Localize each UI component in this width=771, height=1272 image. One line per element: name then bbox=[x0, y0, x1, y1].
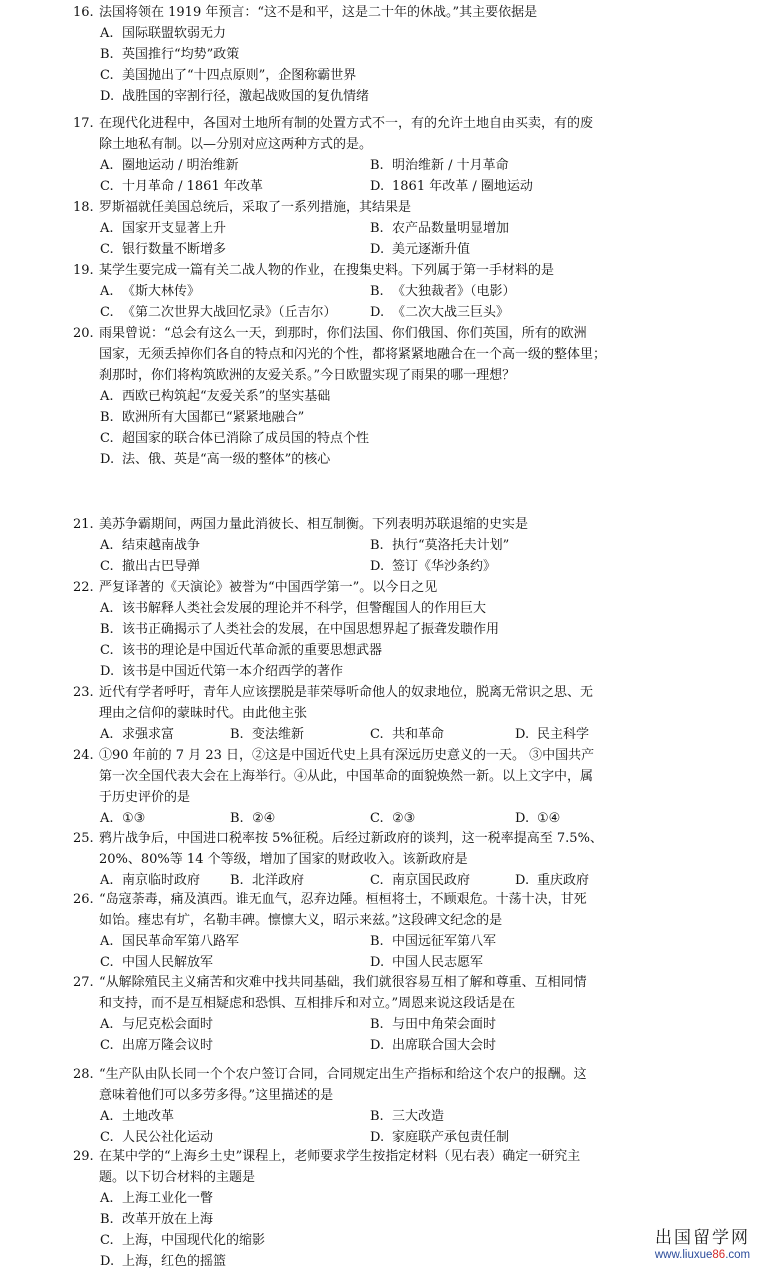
option-text: 求强求富 bbox=[122, 727, 175, 742]
answer-option-c[interactable] bbox=[370, 870, 470, 891]
option-label: B. bbox=[370, 934, 384, 949]
question-stem-line bbox=[73, 344, 673, 365]
option-label: A. bbox=[100, 221, 114, 236]
option-label: D. bbox=[370, 179, 385, 194]
question-stem-line bbox=[73, 2, 673, 23]
option-text: 中国人民解放军 bbox=[122, 955, 214, 970]
options-row bbox=[73, 386, 673, 407]
answer-option-a[interactable] bbox=[100, 870, 200, 891]
option-text: 重庆政府 bbox=[537, 873, 590, 888]
option-label: D. bbox=[370, 1038, 385, 1053]
option-text: 民主科学 bbox=[537, 727, 590, 742]
options-row bbox=[73, 931, 673, 952]
option-text: ②④ bbox=[252, 811, 276, 826]
option-label: D. bbox=[515, 811, 530, 826]
question-stem-line bbox=[73, 113, 673, 134]
question-17 bbox=[73, 113, 673, 197]
option-label: A. bbox=[100, 26, 114, 41]
question-stem-line bbox=[73, 889, 673, 910]
question-stem-line bbox=[73, 745, 673, 766]
question-number: 20. bbox=[73, 326, 94, 341]
question-number: 22. bbox=[73, 580, 94, 595]
option-text: 三大改造 bbox=[392, 1109, 445, 1124]
option-text: 银行数量不断增多 bbox=[122, 242, 227, 257]
answer-option-b[interactable] bbox=[100, 407, 304, 428]
option-text: 农产品数量明显增加 bbox=[392, 221, 510, 236]
answer-option-c[interactable] bbox=[370, 808, 415, 829]
option-text: 北洋政府 bbox=[252, 873, 305, 888]
options-row bbox=[73, 218, 673, 239]
option-text: 该书解释人类社会发展的理论并不科学，但警醒国人的作用巨大 bbox=[122, 601, 487, 616]
question-stem-line bbox=[73, 1146, 673, 1167]
question-stem-text: “从解除殖民主义痛苦和灾难中找共同基础，我们就很容易互相了解和尊重、互相同情 bbox=[99, 975, 587, 990]
option-text: 《斯大林传》 bbox=[122, 284, 201, 299]
option-text: 法、俄、英是“高一级的整体”的核心 bbox=[122, 452, 331, 467]
watermark-url-prefix: www.liuxue bbox=[654, 1249, 713, 1261]
option-text: 上海工业化一瞥 bbox=[122, 1191, 214, 1206]
question-number: 16. bbox=[73, 5, 94, 20]
watermark-url-number: 86 bbox=[712, 1249, 726, 1261]
answer-option-c[interactable] bbox=[100, 556, 200, 577]
option-text: 圈地运动 / 明治维新 bbox=[122, 158, 239, 173]
option-label: C. bbox=[100, 68, 114, 83]
answer-option-a[interactable] bbox=[100, 535, 200, 556]
options-row bbox=[73, 952, 673, 973]
option-label: B. bbox=[230, 873, 244, 888]
answer-option-b[interactable] bbox=[230, 724, 304, 745]
option-label: B. bbox=[370, 538, 384, 553]
answer-option-b[interactable] bbox=[370, 535, 509, 556]
options-row bbox=[73, 176, 673, 197]
option-text: 美元逐渐升值 bbox=[392, 242, 471, 257]
question-stem-text: “岛寇荼毒，痛及滇西。谁无血气，忍弃边陲。桓桓将士，不顾艰危。十荡十决，甘死 bbox=[99, 892, 587, 907]
question-stem-text: 题。以下切合材料的主题是 bbox=[99, 1170, 256, 1185]
option-text: 明治维新 / 十月革命 bbox=[392, 158, 509, 173]
option-text: 该书正确揭示了人类社会的发展，在中国思想界起了振聋发聩作用 bbox=[122, 622, 500, 637]
option-label: A. bbox=[100, 538, 114, 553]
option-text: 出席联合国大会时 bbox=[392, 1038, 497, 1053]
question-number: 21. bbox=[73, 517, 94, 532]
answer-option-d[interactable] bbox=[370, 1035, 496, 1056]
answer-option-a[interactable] bbox=[100, 155, 239, 176]
option-label: D. bbox=[370, 242, 385, 257]
option-label: C. bbox=[370, 727, 384, 742]
option-text: 结束越南战争 bbox=[122, 538, 201, 553]
option-text: 中国人民志愿军 bbox=[392, 955, 484, 970]
answer-option-d[interactable] bbox=[100, 449, 330, 470]
option-label: D. bbox=[100, 89, 115, 104]
question-stem-text: 意味着他们可以多劳多得。”这里描述的是 bbox=[99, 1088, 334, 1103]
answer-option-b[interactable] bbox=[230, 808, 275, 829]
question-25 bbox=[73, 828, 673, 891]
options-row bbox=[73, 870, 673, 891]
answer-option-d[interactable] bbox=[515, 870, 589, 891]
option-label: C. bbox=[100, 305, 114, 320]
question-stem-text: 在某中学的“上海乡土史”课程上，老师要求学生按指定材料（见右表）确定一研究主 bbox=[99, 1149, 581, 1164]
option-label: B. bbox=[100, 622, 114, 637]
option-text: 土地改革 bbox=[122, 1109, 175, 1124]
option-text: 欧洲所有大国都已“紧紧地融合” bbox=[122, 410, 305, 425]
option-label: D. bbox=[515, 727, 530, 742]
option-label: A. bbox=[100, 873, 114, 888]
options-row bbox=[73, 1209, 673, 1230]
option-label: C. bbox=[100, 643, 114, 658]
option-text: ①③ bbox=[122, 811, 146, 826]
answer-option-c[interactable] bbox=[100, 239, 226, 260]
question-18 bbox=[73, 197, 673, 260]
answer-option-c[interactable] bbox=[100, 1230, 265, 1251]
answer-option-c[interactable] bbox=[370, 724, 444, 745]
option-text: ①④ bbox=[537, 811, 561, 826]
answer-option-d[interactable] bbox=[370, 302, 509, 323]
option-label: A. bbox=[100, 811, 114, 826]
answer-option-b[interactable] bbox=[370, 281, 516, 302]
answer-option-b[interactable] bbox=[370, 1106, 444, 1127]
question-stem-line bbox=[73, 577, 673, 598]
answer-option-a[interactable] bbox=[100, 1188, 213, 1209]
question-stem-line bbox=[73, 682, 673, 703]
options-row bbox=[73, 449, 673, 470]
watermark-url bbox=[640, 1248, 765, 1262]
site-watermark bbox=[640, 1228, 765, 1262]
option-label: A. bbox=[100, 1017, 114, 1032]
options-row bbox=[73, 535, 673, 556]
option-label: C. bbox=[100, 955, 114, 970]
option-label: C. bbox=[370, 811, 384, 826]
option-label: B. bbox=[100, 47, 114, 62]
question-stem-line bbox=[73, 197, 673, 218]
options-row bbox=[73, 1188, 673, 1209]
question-stem-text: 国家，无须丢掉你们各自的特点和闪光的个性，都将紧紧地融合在一个高一级的整体里； bbox=[99, 347, 607, 362]
options-row bbox=[73, 1230, 673, 1251]
options-row bbox=[73, 598, 673, 619]
answer-option-b[interactable] bbox=[370, 931, 496, 952]
question-stem-line bbox=[73, 1167, 673, 1188]
question-number: 17. bbox=[73, 116, 94, 131]
option-text: 1861 年改革 / 圈地运动 bbox=[392, 179, 533, 194]
answer-option-c[interactable] bbox=[100, 1127, 213, 1148]
question-21 bbox=[73, 514, 673, 577]
answer-option-a[interactable] bbox=[100, 1106, 174, 1127]
question-stem-text: ①90 年前的 7 月 23 日，②这是中国近代史上具有深远历史意义的一天。 ③中国共产 bbox=[99, 748, 595, 763]
answer-option-a[interactable] bbox=[100, 23, 226, 44]
question-stem-text: 某学生要完成一篇有关二战人物的作业，在搜集史料。下列属于第一手材料的是 bbox=[99, 263, 555, 278]
answer-option-b[interactable] bbox=[100, 619, 499, 640]
question-number: 29. bbox=[73, 1149, 94, 1164]
option-label: D. bbox=[100, 1254, 115, 1269]
options-row bbox=[73, 281, 673, 302]
option-label: D. bbox=[370, 955, 385, 970]
option-label: B. bbox=[230, 727, 244, 742]
option-label: D. bbox=[515, 873, 530, 888]
answer-option-a[interactable] bbox=[100, 598, 486, 619]
option-label: B. bbox=[370, 158, 384, 173]
answer-option-d[interactable] bbox=[100, 1251, 226, 1272]
question-stem-text: 罗斯福就任美国总统后，采取了一系列措施，其结果是 bbox=[99, 200, 412, 215]
answer-option-d[interactable] bbox=[370, 556, 496, 577]
option-text: 共和革命 bbox=[392, 727, 445, 742]
options-row bbox=[73, 724, 673, 745]
question-stem-text: “生产队由队长同一个个农户签订合同，合同规定出生产指标和给这个农户的报酬。这 bbox=[99, 1067, 587, 1082]
option-label: B. bbox=[370, 1109, 384, 1124]
option-text: 国民革命军第八路军 bbox=[122, 934, 240, 949]
question-stem-text: 20%、80%等 14 个等级，增加了国家的财政收入。该新政府是 bbox=[99, 852, 468, 867]
question-stem-line bbox=[73, 849, 673, 870]
question-number: 26. bbox=[73, 892, 94, 907]
question-stem-text: 刹那时，你们将构筑欧洲的友爱关系。”今日欧盟实现了雨果的哪一理想？ bbox=[99, 368, 516, 383]
question-stem-line bbox=[73, 260, 673, 281]
answer-option-c[interactable] bbox=[100, 176, 263, 197]
answer-option-d[interactable] bbox=[515, 724, 589, 745]
option-label: B. bbox=[100, 410, 114, 425]
option-label: D. bbox=[370, 1130, 385, 1145]
option-label: D. bbox=[100, 664, 115, 679]
option-text: 超国家的联合体已消除了成员国的特点个性 bbox=[122, 431, 370, 446]
option-label: C. bbox=[100, 242, 114, 257]
question-stem-line bbox=[73, 766, 673, 787]
watermark-url-suffix: .com bbox=[725, 1249, 751, 1261]
option-label: A. bbox=[100, 284, 114, 299]
option-text: 该书是中国近代第一本介绍西学的著作 bbox=[122, 664, 344, 679]
options-row bbox=[73, 239, 673, 260]
options-row bbox=[73, 1251, 673, 1272]
answer-option-c[interactable] bbox=[100, 640, 382, 661]
answer-option-a[interactable] bbox=[100, 218, 226, 239]
answer-option-d[interactable] bbox=[370, 952, 483, 973]
question-number: 24. bbox=[73, 748, 94, 763]
answer-option-a[interactable] bbox=[100, 1014, 213, 1035]
option-label: D. bbox=[100, 452, 115, 467]
option-label: C. bbox=[100, 1038, 114, 1053]
question-stem-line bbox=[73, 828, 673, 849]
option-label: B. bbox=[370, 1017, 384, 1032]
answer-option-b[interactable] bbox=[370, 218, 509, 239]
question-29 bbox=[73, 1146, 673, 1272]
options-row bbox=[73, 808, 673, 829]
question-19 bbox=[73, 260, 673, 323]
options-row bbox=[73, 661, 673, 682]
option-text: 与尼克松会面时 bbox=[122, 1017, 214, 1032]
question-stem-line bbox=[73, 972, 673, 993]
answer-option-c[interactable] bbox=[100, 302, 337, 323]
answer-option-b[interactable] bbox=[100, 1209, 213, 1230]
answer-option-a[interactable] bbox=[100, 724, 174, 745]
option-text: 上海，中国现代化的缩影 bbox=[122, 1233, 266, 1248]
watermark-title: 出国留学网 bbox=[655, 1228, 750, 1248]
option-label: C. bbox=[100, 179, 114, 194]
options-row bbox=[73, 640, 673, 661]
option-text: 西欧已构筑起“友爱关系”的坚实基础 bbox=[122, 389, 331, 404]
option-label: A. bbox=[100, 601, 114, 616]
answer-option-c[interactable] bbox=[100, 952, 213, 973]
question-stem-line bbox=[73, 514, 673, 535]
option-label: A. bbox=[100, 727, 114, 742]
options-row bbox=[73, 407, 673, 428]
option-text: 《大独裁者》（电影） bbox=[392, 284, 516, 299]
question-number: 23. bbox=[73, 685, 94, 700]
answer-option-a[interactable] bbox=[100, 386, 330, 407]
question-stem-text: 在现代化进程中，各国对土地所有制的处置方式不一，有的允许土地自由买卖，有的废 bbox=[99, 116, 594, 131]
option-label: C. bbox=[100, 559, 114, 574]
question-number: 27. bbox=[73, 975, 94, 990]
question-stem-text: 美苏争霸期间，两国力量此消彼长、相互制衡。下列表明苏联退缩的史实是 bbox=[99, 517, 529, 532]
question-stem-text: 近代有学者呼吁，青年人应该摆脱是菲荣辱听命他人的奴隶地位，脱离无常识之思、无 bbox=[99, 685, 594, 700]
options-row bbox=[73, 619, 673, 640]
question-number: 19. bbox=[73, 263, 94, 278]
option-label: C. bbox=[370, 873, 384, 888]
answer-option-d[interactable] bbox=[370, 239, 470, 260]
answer-option-b[interactable] bbox=[370, 155, 509, 176]
answer-option-d[interactable] bbox=[515, 808, 560, 829]
option-label: B. bbox=[370, 221, 384, 236]
answer-option-d[interactable] bbox=[100, 661, 343, 682]
answer-option-c[interactable] bbox=[100, 65, 356, 86]
option-text: 执行“莫洛托夫计划” bbox=[392, 538, 510, 553]
option-label: A. bbox=[100, 934, 114, 949]
options-row bbox=[73, 1127, 673, 1148]
question-stem-text: 严复译著的《天演论》被誉为“中国西学第一”。以今日之见 bbox=[99, 580, 438, 595]
question-stem-text: 如饴。瘗忠有圹，名勒丰碑。懔懔大义，昭示来兹。”这段碑文纪念的是 bbox=[99, 913, 503, 928]
question-16 bbox=[73, 2, 673, 107]
options-row bbox=[73, 1035, 673, 1056]
question-26 bbox=[73, 889, 673, 973]
question-27 bbox=[73, 972, 673, 1056]
question-number: 18. bbox=[73, 200, 94, 215]
option-text: 中国远征军第八军 bbox=[392, 934, 497, 949]
option-text: 该书的理论是中国近代革命派的重要思想武器 bbox=[122, 643, 383, 658]
option-text: 南京国民政府 bbox=[392, 873, 471, 888]
options-row bbox=[73, 86, 673, 107]
option-text: 战胜国的宰割行径，激起战败国的复仇情绪 bbox=[122, 89, 370, 104]
option-text: 美国抛出了“十四点原则”，企图称霸世界 bbox=[122, 68, 357, 83]
option-label: A. bbox=[100, 1109, 114, 1124]
options-row bbox=[73, 65, 673, 86]
question-20 bbox=[73, 323, 673, 470]
question-22 bbox=[73, 577, 673, 682]
options-row bbox=[73, 428, 673, 449]
option-text: 《第二次世界大战回忆录》（丘吉尔） bbox=[122, 305, 337, 320]
option-label: C. bbox=[100, 1233, 114, 1248]
question-stem-text: 于历史评价的是 bbox=[99, 790, 191, 805]
question-stem-line bbox=[73, 1064, 673, 1085]
options-row bbox=[73, 155, 673, 176]
option-text: 人民公社化运动 bbox=[122, 1130, 214, 1145]
option-label: A. bbox=[100, 158, 114, 173]
answer-option-d[interactable] bbox=[370, 1127, 509, 1148]
option-text: 家庭联产承包责任制 bbox=[392, 1130, 510, 1145]
question-28 bbox=[73, 1064, 673, 1148]
question-stem-text: 除土地私有制。以—分别对应这两种方式的是。 bbox=[99, 137, 373, 152]
option-text: 《二次大战三巨头》 bbox=[392, 305, 510, 320]
option-text: 十月革命 / 1861 年改革 bbox=[122, 179, 263, 194]
question-stem-text: 鸦片战争后，中国进口税率按 5%征税。后经过新政府的谈判，这一税率提高至 7.5%、 bbox=[99, 831, 603, 846]
options-row bbox=[73, 1106, 673, 1127]
question-stem-text: 理由之信仰的蒙昧时代。由此他主张 bbox=[99, 706, 308, 721]
options-row bbox=[73, 44, 673, 65]
question-stem-text: 法国将领在 1919 年预言：“这不是和平，这是二十年的休战。”其主要依据是 bbox=[99, 5, 538, 20]
answer-option-a[interactable] bbox=[100, 931, 239, 952]
option-label: D. bbox=[370, 305, 385, 320]
option-label: D. bbox=[370, 559, 385, 574]
question-stem-line bbox=[73, 703, 673, 724]
options-row bbox=[73, 556, 673, 577]
question-stem-text: 雨果曾说：“总会有这么一天，到那时，你们法国、你们俄国、你们英国，所有的欧洲 bbox=[99, 326, 587, 341]
option-label: C. bbox=[100, 431, 114, 446]
option-text: 国际联盟软弱无力 bbox=[122, 26, 227, 41]
question-stem-text: 第一次全国代表大会在上海举行。④从此，中国革命的面貌焕然一新。以上文字中，属 bbox=[99, 769, 594, 784]
option-label: B. bbox=[370, 284, 384, 299]
answer-option-c[interactable] bbox=[100, 1035, 213, 1056]
answer-option-d[interactable] bbox=[370, 176, 533, 197]
option-text: 改革开放在上海 bbox=[122, 1212, 214, 1227]
option-label: B. bbox=[230, 811, 244, 826]
answer-option-b[interactable] bbox=[370, 1014, 496, 1035]
option-text: 英国推行“均势”政策 bbox=[122, 47, 240, 62]
question-stem-line bbox=[73, 787, 673, 808]
answer-option-a[interactable] bbox=[100, 281, 200, 302]
question-stem-line bbox=[73, 365, 673, 386]
options-row bbox=[73, 1014, 673, 1035]
options-row bbox=[73, 23, 673, 44]
question-stem-text: 和支持，而不是互相疑虑和恐惧、互相排斥和对立。”周恩来说这段话是在 bbox=[99, 996, 516, 1011]
option-label: A. bbox=[100, 1191, 114, 1206]
option-text: 南京临时政府 bbox=[122, 873, 201, 888]
option-text: 变法维新 bbox=[252, 727, 305, 742]
option-text: 签订《华沙条约》 bbox=[392, 559, 497, 574]
question-23 bbox=[73, 682, 673, 745]
answer-option-b[interactable] bbox=[100, 44, 239, 65]
options-row bbox=[73, 302, 673, 323]
question-number: 28. bbox=[73, 1067, 94, 1082]
question-stem-line bbox=[73, 323, 673, 344]
option-text: 出席万隆会议时 bbox=[122, 1038, 214, 1053]
option-text: 撤出古巴导弹 bbox=[122, 559, 201, 574]
answer-option-d[interactable] bbox=[100, 86, 369, 107]
option-text: ②③ bbox=[392, 811, 416, 826]
question-stem-line bbox=[73, 993, 673, 1014]
option-text: 国家开支显著上升 bbox=[122, 221, 227, 236]
answer-option-c[interactable] bbox=[100, 428, 369, 449]
question-number: 25. bbox=[73, 831, 94, 846]
question-24 bbox=[73, 745, 673, 829]
question-stem-line bbox=[73, 910, 673, 931]
option-label: B. bbox=[100, 1212, 114, 1227]
option-text: 与田中角荣会面时 bbox=[392, 1017, 497, 1032]
option-text: 上海，红色的摇篮 bbox=[122, 1254, 227, 1269]
option-label: A. bbox=[100, 389, 114, 404]
option-label: C. bbox=[100, 1130, 114, 1145]
question-stem-line bbox=[73, 134, 673, 155]
question-stem-line bbox=[73, 1085, 673, 1106]
answer-option-a[interactable] bbox=[100, 808, 145, 829]
answer-option-b[interactable] bbox=[230, 870, 304, 891]
